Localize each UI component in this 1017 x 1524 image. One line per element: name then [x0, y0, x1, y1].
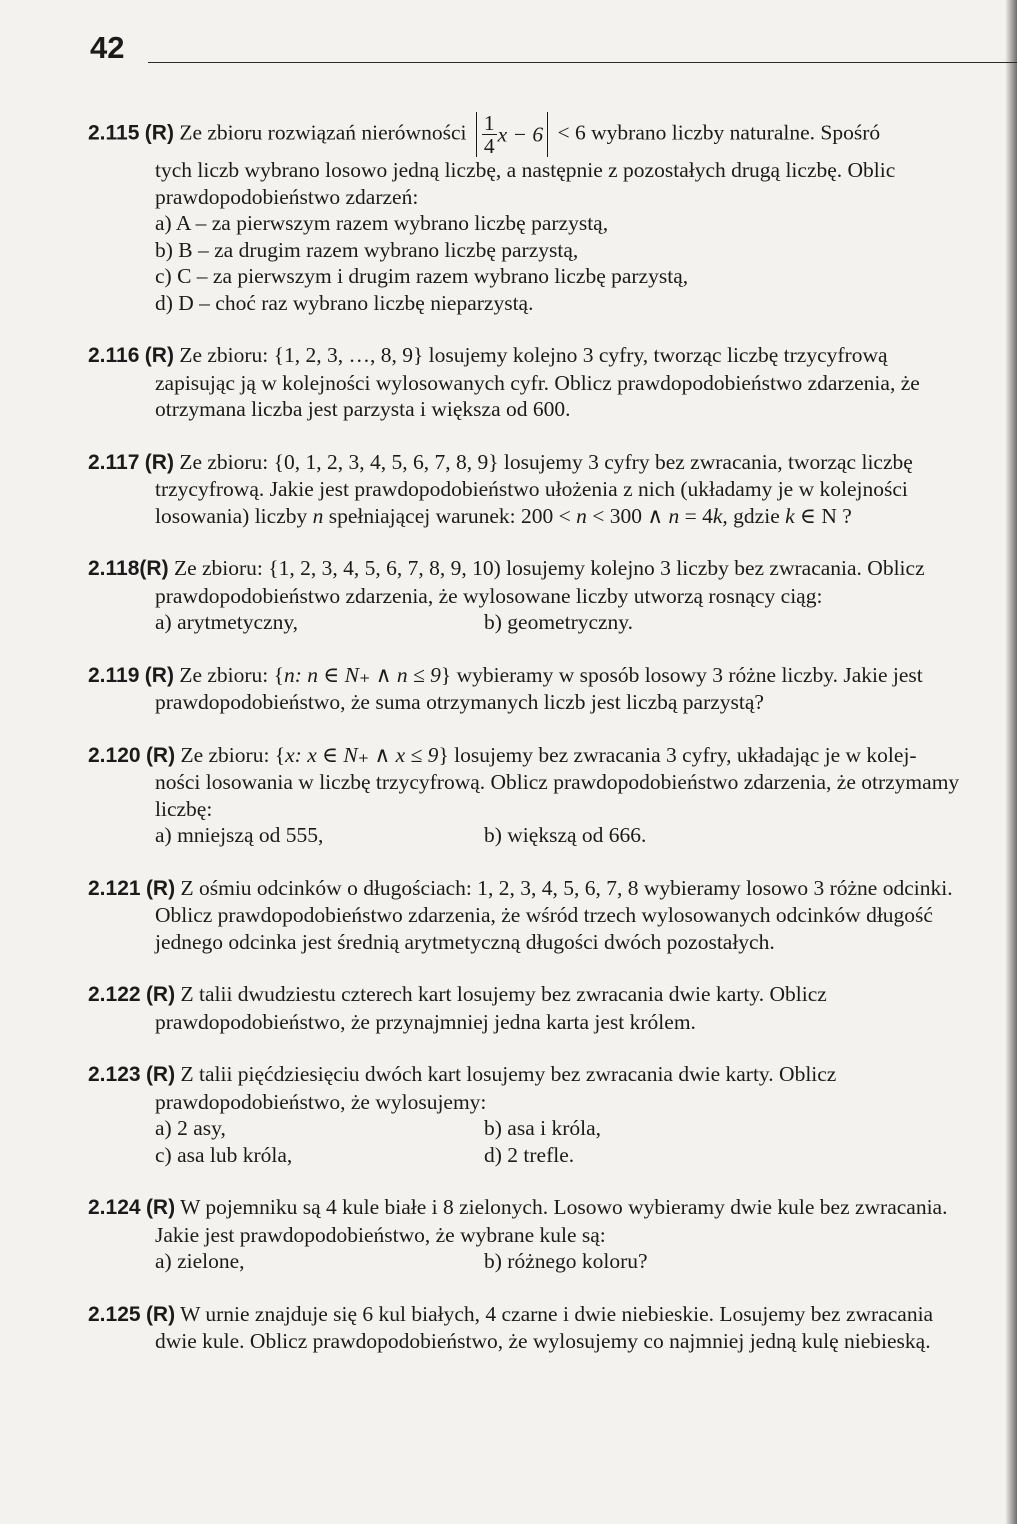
- problem-first-line: [88, 1194, 1013, 1222]
- problem-2-117: [88, 449, 1013, 530]
- problem-first-line: [88, 875, 1013, 903]
- problem-tag: (R): [144, 450, 174, 474]
- problem-number: 2.122: [88, 983, 141, 1006]
- problem-text: W pojemniku są 4 kule białe i 8 zielonych. Losowo wybieramy dwie kule bez zwracania.: [180, 1195, 948, 1219]
- problem-option: c) asa lub króla,: [155, 1142, 293, 1167]
- problem-text: ∈ N ?: [800, 503, 852, 528]
- problem-options-row: [88, 822, 1013, 849]
- problem-first-line: [88, 1301, 1013, 1329]
- problem-text: } losujemy bez zwracania 3 cyfry, układając je w kolej-: [438, 742, 917, 767]
- problem-first-line: [88, 555, 1013, 583]
- problem-tag: (R): [144, 344, 174, 367]
- problem-2-120: [88, 742, 1013, 849]
- variable-n: n: [576, 503, 587, 528]
- problem-tag: (R): [144, 663, 174, 687]
- problem-first-line: [88, 742, 1013, 770]
- problem-number: 2.123: [88, 1063, 141, 1086]
- problem-option: a) zielone,: [155, 1249, 245, 1273]
- problem-line: trzycyfrową. Jakie jest prawdopodobieństwo ułożenia z nich (układamy je w kolejności: [155, 477, 908, 501]
- problem-option: b) B – za drugim razem wybrano liczbę parzystą,: [155, 237, 579, 262]
- problem-line: prawdopodobieństwo zdarzenia, że wylosowane liczby utworzą rosnący ciąg:: [155, 583, 823, 608]
- problem-first-line: [88, 449, 1013, 477]
- problem-text: < 6 wybrano liczby naturalne. Spośró: [557, 120, 881, 145]
- problem-option: a) 2 asy,: [155, 1116, 226, 1140]
- problem-options-row: [88, 1142, 1013, 1169]
- problem-tag: (R): [145, 1302, 176, 1326]
- problem-number: 2.118: [88, 557, 140, 580]
- problem-line: prawdopodobieństwo, że suma otrzymanych liczb jest liczbą parzystą?: [155, 690, 764, 714]
- absolute-value-expression: [476, 112, 548, 157]
- problem-option: b) różnego koloru?: [484, 1249, 648, 1273]
- problem-2-118: [88, 555, 1013, 636]
- problem-option: d) D – choć raz wybrano liczbę nieparzystą.: [155, 290, 534, 315]
- problem-tag: (R): [139, 557, 169, 580]
- problem-line: ności losowania w liczbę trzycyfrową. Oblicz prawdopodobieństwo zdarzenia, że otrzymamy: [155, 770, 960, 794]
- problem-line: dwie kule. Oblicz prawdopodobieństwo, że wylosujemy co najmniej jedną kulę niebieską.: [155, 1329, 931, 1353]
- problem-first-line: [88, 112, 1013, 157]
- problem-text: Z ośmiu odcinków o długościach: 1, 2, 3, 4, 5, 6, 7, 8 wybieramy losowo 3 różne odcinki.: [180, 875, 953, 900]
- problem-2-116: [88, 342, 1013, 423]
- problem-text: < 300 ∧: [592, 503, 664, 528]
- problem-text: = 4: [684, 503, 713, 528]
- problem-number: 2.115: [88, 121, 140, 145]
- problem-line: otrzymana liczba jest parzysta i większa od 600.: [155, 397, 571, 421]
- variable-k: k: [712, 503, 723, 528]
- problem-options-row: [88, 609, 1013, 636]
- problem-2-121: [88, 875, 1013, 956]
- problem-line: prawdopodobieństwo, że wylosujemy:: [155, 1089, 487, 1114]
- problem-line: prawdopodobieństwo zdarzeń:: [155, 184, 419, 209]
- problem-option: b) większą od 666.: [484, 823, 647, 847]
- problem-list: [88, 112, 1013, 1381]
- problem-option: c) C – za pierwszym i drugim razem wybrano liczbę parzystą,: [155, 264, 689, 288]
- problem-text: Ze zbioru: {0, 1, 2, 3, 4, 5, 6, 7, 8, 9} losujemy 3 cyfry bez zwracania, tworząc liczbę: [179, 449, 913, 474]
- problem-option: b) asa i króla,: [484, 1116, 602, 1140]
- problem-options-row: [88, 1115, 1013, 1142]
- problem-text: W urnie znajduje się 6 kul białych, 4 czarne i dwie niebieskie. Losujemy bez zwracania: [180, 1301, 934, 1326]
- problem-2-119: [88, 662, 1013, 716]
- fraction-numerator: 1: [483, 112, 495, 135]
- problem-first-line: [88, 1061, 1013, 1089]
- problem-text: Ze zbioru: {1, 2, 3, 4, 5, 6, 7, 8, 9, 10) losujemy kolejno 3 liczby bez zwracania. Oblicz: [173, 556, 925, 580]
- problem-text: losowania) liczby: [155, 503, 308, 528]
- problem-tag: (R): [145, 876, 176, 900]
- problem-tag: (R): [144, 121, 174, 145]
- problem-number: 2.121: [88, 876, 141, 900]
- problem-tag: (R): [145, 1063, 176, 1086]
- abs-inner-expression: x − 6: [497, 122, 544, 147]
- problem-line: liczbę:: [155, 796, 213, 821]
- problem-text: Ze zbioru: {: [180, 742, 286, 767]
- header-rule: [148, 62, 1017, 63]
- problem-option: a) mniejszą od 555,: [155, 823, 324, 847]
- problem-text: Z talii pięćdziesięciu dwóch kart losujemy bez zwracania dwie karty. Oblicz: [180, 1062, 837, 1086]
- set-expression: x: x ∈ N₊ ∧ x ≤ 9: [285, 742, 439, 767]
- problem-text: , gdzie: [722, 503, 780, 528]
- fraction: [482, 112, 497, 157]
- problem-tag: (R): [145, 1196, 176, 1219]
- problem-option: b) geometryczny.: [484, 610, 634, 634]
- problem-text: Ze zbioru: {: [179, 662, 284, 687]
- problem-number: 2.125: [88, 1302, 141, 1326]
- problem-option: a) arytmetyczny,: [155, 610, 299, 634]
- problem-first-line: [88, 342, 1013, 370]
- problem-number: 2.117: [88, 450, 140, 474]
- variable-k: k: [785, 503, 795, 528]
- problem-line: Oblicz prawdopodobieństwo zdarzenia, że wśród trzech wylosowanych odcinków długość: [155, 903, 933, 927]
- problem-2-115: [88, 112, 1013, 316]
- problem-line: tych liczb wybrano losowo jedną liczbę, a następnie z pozostałych drugą liczbę. Oblic: [155, 158, 896, 182]
- problem-2-122: [88, 981, 1013, 1035]
- problem-first-line: [88, 981, 1013, 1009]
- problem-line: zapisując ją w kolejności wylosowanych cyfr. Oblicz prawdopodobieństwo zdarzenia, że: [155, 370, 920, 395]
- problem-option: d) 2 trefle.: [484, 1142, 575, 1167]
- problem-text: } wybieramy w sposób losowy 3 różne liczby. Jakie jest: [440, 662, 923, 687]
- problem-text: Ze zbioru rozwiązań nierówności: [179, 120, 467, 145]
- problem-2-124: [88, 1194, 1013, 1275]
- problem-line: prawdopodobieństwo, że przynajmniej jedna karta jest królem.: [155, 1009, 696, 1034]
- problem-number: 2.124: [88, 1196, 141, 1219]
- problem-option: a) A – za pierwszym razem wybrano liczbę parzystą,: [155, 211, 609, 235]
- set-expression: n: n ∈ N₊ ∧ n ≤ 9: [283, 662, 441, 687]
- fraction-denominator: 4: [483, 134, 495, 157]
- problem-line: Jakie jest prawdopodobieństwo, że wybrane kule są:: [155, 1222, 606, 1247]
- problem-tag: (R): [145, 983, 176, 1006]
- problem-last-line: [88, 503, 1013, 530]
- problem-tag: (R): [145, 743, 176, 767]
- problem-number: 2.119: [88, 663, 140, 687]
- problem-2-125: [88, 1301, 1013, 1355]
- variable-n: n: [668, 503, 680, 528]
- variable-n: n: [312, 503, 324, 528]
- problem-number: 2.116: [88, 344, 140, 367]
- problem-first-line: [88, 662, 1013, 690]
- problem-line: jednego odcinka jest średnią arytmetyczną długości dwóch pozostałych.: [155, 929, 775, 954]
- problem-options-row: [88, 1248, 1013, 1275]
- problem-text: Ze zbioru: {1, 2, 3, …, 8, 9} losujemy kolejno 3 cyfry, tworząc liczbę trzycyfrową: [179, 343, 888, 367]
- problem-2-123: [88, 1061, 1013, 1168]
- page-number: 42: [90, 30, 125, 65]
- problem-text: spełniającej warunek: 200 <: [328, 503, 571, 528]
- problem-text: Z talii dwudziestu czterech kart losujemy bez zwracania dwie karty. Oblicz: [180, 982, 827, 1006]
- problem-number: 2.120: [88, 743, 141, 767]
